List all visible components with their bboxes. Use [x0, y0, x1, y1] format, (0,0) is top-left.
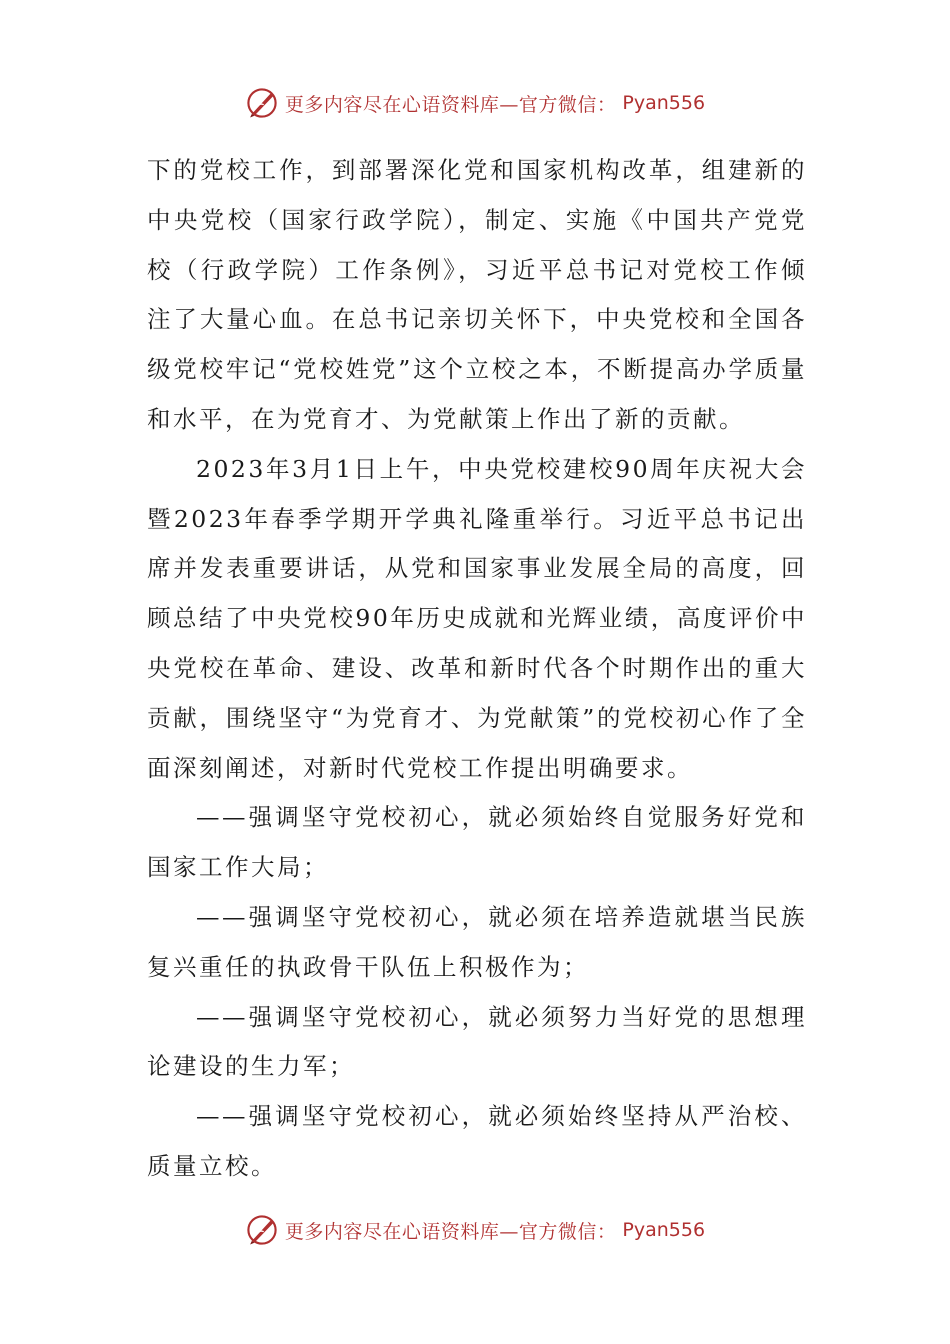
watermark-account: Pyan556 [622, 92, 706, 114]
bullet-paragraph: ——强调坚守党校初心，就必须努力当好党的思想理论建设的生力军； [147, 1002, 807, 1081]
watermark-text: 更多内容尽在心语资料库—官方微信： [284, 93, 617, 116]
header-watermark [0, 86, 950, 120]
paragraph: 下的党校工作，到部署深化党和国家机构改革，组建新的中央党校（国家行政学院），制定、实施《中国共产党党校（行政学院）工作条例》，习近平总书记对党校工作倾注了大量心血。在总书记亲切关怀下，中央党校和全国各级党校牢记“党校姓党”这个立校之本，不断提高办学质量和水平，在为党育才、为党献策上作出了新的贡献。 [147, 156, 807, 433]
paragraph: 2023年3月1日上午，中央党校建校90周年庆祝大会暨2023年春季学期开学典礼隆重举行。习近平总书记出席并发表重要讲话，从党和国家事业发展全局的高度，回顾总结了中央党校90年历史成就和光辉业绩，高度评价中央党校在革命、建设、改革和新时代各个时期作出的重大贡献，围绕坚守“为党育才、为党献策”的党校初心作了全面深刻阐述，对新时代党校工作提出明确要求。 [147, 454, 807, 782]
bullet-paragraph: ——强调坚守党校初心，就必须始终坚持从严治校、质量立校。 [147, 1102, 807, 1180]
bullet-paragraph: ——强调坚守党校初心，就必须在培养造就堪当民族复兴重任的执政骨干队伍上积极作为； [147, 902, 807, 981]
footer-watermark [0, 1213, 950, 1247]
watermark-account: Pyan556 [622, 1219, 706, 1241]
bullet-paragraph: ——强调坚守党校初心，就必须始终自觉服务好党和国家工作大局； [147, 803, 807, 882]
pen-logo-icon [245, 1213, 279, 1247]
pen-logo-icon [245, 86, 279, 120]
document-body [147, 146, 807, 1192]
watermark-text: 更多内容尽在心语资料库—官方微信： [284, 1220, 617, 1243]
